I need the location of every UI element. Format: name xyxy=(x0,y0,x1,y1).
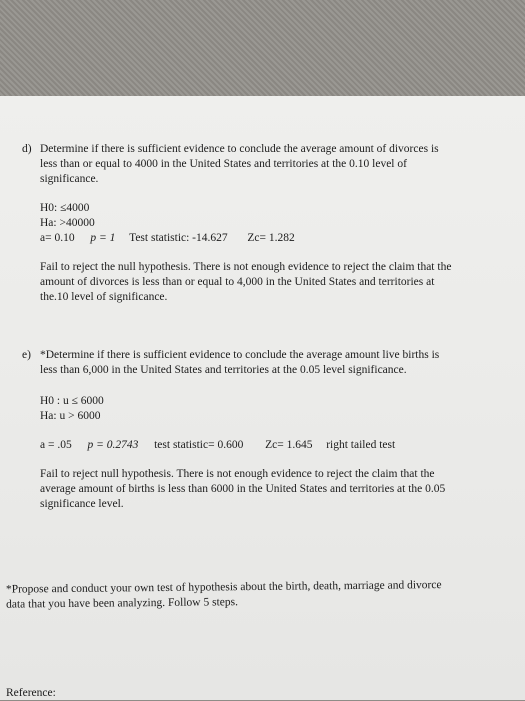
section-d-conclusion-line-1: Fail to reject the null hypothesis. There is not enough evidence to reject the claim that the xyxy=(40,261,452,273)
proposal-line-1: *Propose and conduct your own test of hypothesis about the birth, death, marriage and divorce xyxy=(5,579,442,596)
section-e-null-hypothesis: H0 : u ≤ 6000 xyxy=(40,395,104,407)
section-e-tail-type: right tailed test xyxy=(326,439,396,451)
proposal-line-2: data that you have been analyzing. Follow 5 steps. xyxy=(6,596,238,611)
section-e-question-line-2: less than 6,000 in the United States and territories at the 0.05 level significance. xyxy=(40,364,407,376)
section-d-conclusion-line-2: amount of divorces is less than or equal to 4,000 in the United States and territories at xyxy=(40,276,435,288)
section-e-p-value: p = 0.2743 xyxy=(87,439,139,451)
proposal-prompt xyxy=(6,577,506,612)
section-e-question-line-1: *Determine if there is sufficient evidence to conclude the average amount live births is xyxy=(40,349,440,361)
section-e-conclusion-line-1: Fail to reject null hypothesis. There is not enough evidence to reject the claim that the xyxy=(40,468,435,480)
section-d-question-line-3: significance. xyxy=(40,173,99,185)
section-e-marker: e) xyxy=(22,349,31,361)
section-d-alpha: a= 0.10 xyxy=(40,232,75,244)
section-d-alt-hypothesis: Ha: >40000 xyxy=(40,217,95,229)
section-d-null-hypothesis: H0: ≤4000 xyxy=(40,202,90,214)
section-e xyxy=(22,348,500,512)
section-d-p-value: p = 1 xyxy=(90,232,116,244)
reference-label: Reference: xyxy=(6,687,56,699)
section-d-critical-value: Zc= 1.282 xyxy=(247,232,295,244)
section-e-alt-hypothesis: Ha: u > 6000 xyxy=(40,410,101,422)
section-e-stats-row xyxy=(40,438,500,453)
section-d-conclusion-line-3: the.10 level of significance. xyxy=(40,291,168,303)
section-d-marker: d) xyxy=(22,143,32,155)
section-e-conclusion-line-2: average amount of births is less than 6000 in the United States and territories at the 0.05 xyxy=(40,483,446,495)
section-d-stats-row xyxy=(40,231,500,246)
section-e-critical-value: Zc= 1.645 xyxy=(265,439,313,451)
section-d-question-line-1: Determine if there is sufficient evidence to conclude the average amount of divorces is xyxy=(40,143,439,155)
section-d-question-line-2: less than or equal to 4000 in the United States and territories at the 0.10 level of xyxy=(40,158,407,170)
section-e-test-statistic: test statistic= 0.600 xyxy=(154,439,244,451)
section-d xyxy=(22,142,500,305)
document-page xyxy=(0,96,525,700)
section-e-alpha: a = .05 xyxy=(40,439,72,451)
section-e-conclusion-line-3: significance level. xyxy=(40,498,124,510)
section-d-test-statistic: Test statistic: -14.627 xyxy=(129,232,228,244)
